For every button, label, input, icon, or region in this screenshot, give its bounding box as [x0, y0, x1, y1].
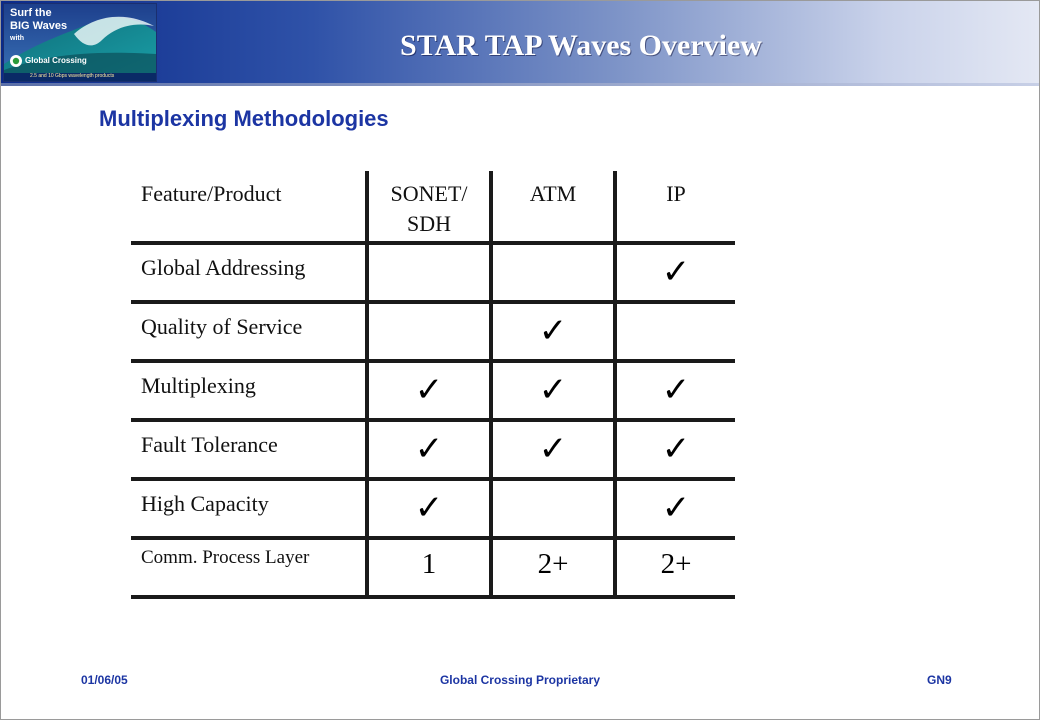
- section-subtitle: Multiplexing Methodologies: [99, 106, 389, 131]
- header-sonet-label: SONET/ SDH: [390, 181, 468, 236]
- sonet-check-icon: ✓: [414, 370, 444, 410]
- table-row: [131, 540, 735, 599]
- ip-cell: [617, 363, 735, 422]
- sonet-layer-value: 1: [421, 548, 437, 580]
- table-row: [131, 422, 735, 481]
- logo-brand: Global Crossing: [25, 56, 87, 65]
- logo-line2: BIG Waves: [10, 20, 68, 32]
- ip-check-icon: ✓: [661, 370, 691, 410]
- ip-cell: [617, 540, 735, 599]
- atm-check-icon: ✓: [538, 311, 568, 351]
- sonet-cell: [369, 304, 493, 363]
- ip-cell: [617, 304, 735, 363]
- sonet-cell: [369, 363, 493, 422]
- atm-cell: [493, 422, 617, 481]
- atm-check-icon: ✓: [538, 429, 568, 469]
- row-label: Multiplexing: [141, 373, 256, 398]
- table-row: [131, 304, 735, 363]
- sonet-check-icon: [369, 304, 489, 314]
- row-label-cell: [131, 481, 369, 540]
- footer-proprietary: Global Crossing Proprietary: [439, 673, 601, 687]
- footer-page-number: GN9: [927, 673, 952, 687]
- sonet-cell: [369, 422, 493, 481]
- row-label: Global Addressing: [141, 255, 306, 280]
- header-atm-label: ATM: [529, 181, 577, 206]
- footer-date: 01/06/05: [81, 673, 128, 687]
- ip-check-icon: [617, 304, 735, 314]
- row-label: High Capacity: [141, 491, 269, 516]
- atm-cell: [493, 304, 617, 363]
- row-label-cell: [131, 304, 369, 363]
- header-cell-sonet: [369, 171, 493, 245]
- sonet-check-icon: ✓: [414, 488, 444, 528]
- header-cell-feature: [131, 171, 369, 245]
- comparison-table: [131, 171, 735, 599]
- ip-check-icon: ✓: [661, 252, 691, 292]
- sonet-cell: [369, 481, 493, 540]
- header-cell-atm: [493, 171, 617, 245]
- atm-layer-value: 2+: [537, 548, 569, 580]
- row-label: Fault Tolerance: [141, 432, 278, 457]
- sonet-cell: [369, 540, 493, 599]
- ip-cell: [617, 422, 735, 481]
- header-rule: [1, 83, 1039, 86]
- table-row: [131, 363, 735, 422]
- row-label: Quality of Service: [141, 314, 303, 339]
- ip-layer-value: 2+: [660, 548, 692, 580]
- header-feature-label: Feature/Product: [141, 181, 282, 206]
- header-cell-ip: [617, 171, 735, 245]
- global-crossing-logo: [3, 3, 157, 82]
- logo-tagline: 2.5 and 10 Gbps wavelength products: [30, 73, 115, 79]
- ip-cell: [617, 245, 735, 304]
- sonet-check-icon: [369, 245, 489, 255]
- page-title: STAR TAP Waves Overview: [400, 29, 762, 62]
- row-label-cell: [131, 422, 369, 481]
- atm-cell: [493, 245, 617, 304]
- logo-line3: with: [10, 35, 24, 42]
- table-header-row: [131, 171, 735, 245]
- sonet-cell: [369, 245, 493, 304]
- header-ip-label: IP: [666, 181, 686, 206]
- row-label-cell: [131, 363, 369, 422]
- row-label-cell: [131, 540, 369, 599]
- sonet-check-icon: ✓: [414, 429, 444, 469]
- row-label-cell: [131, 245, 369, 304]
- atm-check-icon: [493, 481, 613, 491]
- row-label: Comm. Process Layer: [141, 547, 310, 568]
- table-row: [131, 481, 735, 540]
- atm-check-icon: [493, 245, 613, 255]
- table-row: [131, 245, 735, 304]
- atm-cell: [493, 363, 617, 422]
- atm-cell: [493, 481, 617, 540]
- atm-cell: [493, 540, 617, 599]
- ip-check-icon: ✓: [661, 488, 691, 528]
- atm-check-icon: ✓: [538, 370, 568, 410]
- ip-check-icon: ✓: [661, 429, 691, 469]
- ip-cell: [617, 481, 735, 540]
- logo-line1: Surf the: [10, 7, 52, 19]
